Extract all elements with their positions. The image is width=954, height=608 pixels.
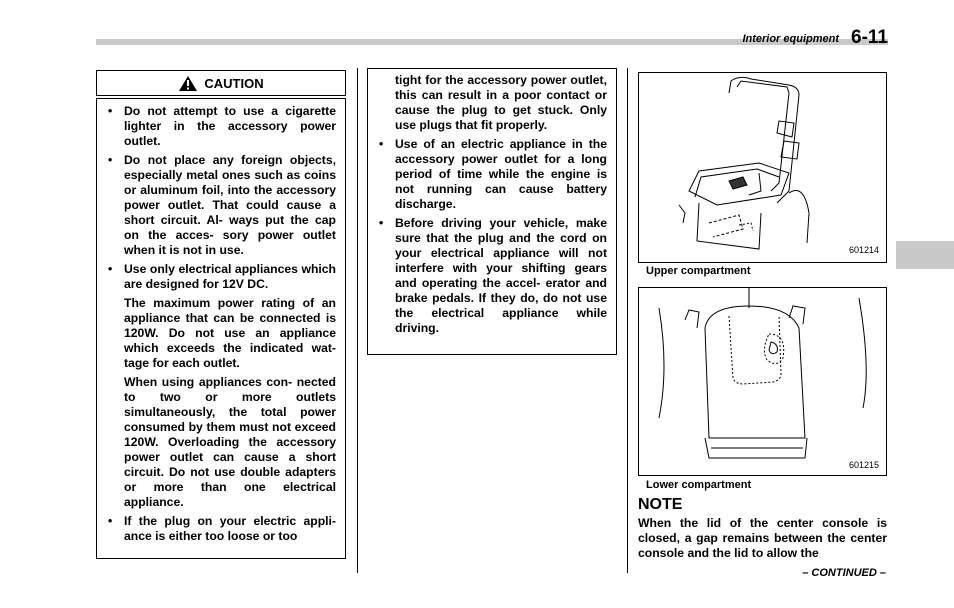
- caution-header: [96, 70, 346, 96]
- warning-triangle-icon: [178, 75, 198, 92]
- caution-item: • Before driving your vehicle, make sure that the plug and the cord on your electrical appliance will not interfere with your shifting gears and operating the accel- erator and brake pedals. If they do, do not use the electrical appliance while driving.: [377, 216, 607, 336]
- caution-item: • Use only electrical appliances which are designed for 12V DC.: [106, 262, 336, 292]
- column-divider-left: [357, 68, 358, 573]
- caution-item: • Use of an electric appliance in the accessory power outlet for a long period of time while the engine is not running can cause battery discharge.: [377, 137, 607, 212]
- lower-compartment-figure: [638, 287, 887, 476]
- note-text: When the lid of the center console is closed, a gap remains between the center console and the lid to allow the: [638, 516, 887, 560]
- console-upper-illustration: [639, 73, 886, 262]
- figure-caption: Lower compartment: [646, 479, 752, 491]
- caution-item: • Do not attempt to use a cigarette lighter in the accessory power outlet.: [106, 104, 336, 149]
- section-title: Interior equipment: [742, 33, 839, 45]
- figure-code: 601215: [849, 460, 880, 470]
- caution-box-left: [96, 98, 346, 559]
- caution-title: CAUTION: [204, 75, 264, 91]
- chapter-tab: [896, 241, 954, 269]
- caution-paragraph: When using appliances con- nected to two or more outlets simultaneously, the total power consumed by them must not exceed 120W. Overloading the accessory power outlet can cause a short circuit. Do not use double adapters or more than one electrical appliance.: [124, 375, 336, 509]
- upper-compartment-figure: [638, 72, 887, 263]
- console-lower-illustration: [639, 288, 886, 475]
- page-number: 6-11: [851, 27, 888, 48]
- figure-caption: Upper compartment: [646, 265, 751, 277]
- caution-box-right: [367, 68, 617, 355]
- continued-label: – CONTINUED –: [802, 567, 886, 579]
- caution-item: • If the plug on your electric appli- ance is either too loose or too: [106, 514, 336, 544]
- caution-item-continued: tight for the accessory power outlet, this can result in a poor contact or cause the plug to get stuck. Only use plugs that fit properly.: [395, 73, 607, 132]
- caution-paragraph: The maximum power rating of an appliance that can be connected is 120W. Do not use an appliance which exceeds the indicated wat- tage for each outlet.: [124, 296, 336, 370]
- note-title: NOTE: [638, 496, 683, 513]
- caution-item: • Do not place any foreign objects, especially metal ones such as coins or aluminum foil, into the accessory power outlet. That could cause a short circuit. Al- ways put the cap on the acces- sory power outlet when it is not in use.: [106, 153, 336, 258]
- column-divider-right: [627, 68, 628, 573]
- figure-code: 601214: [849, 245, 880, 255]
